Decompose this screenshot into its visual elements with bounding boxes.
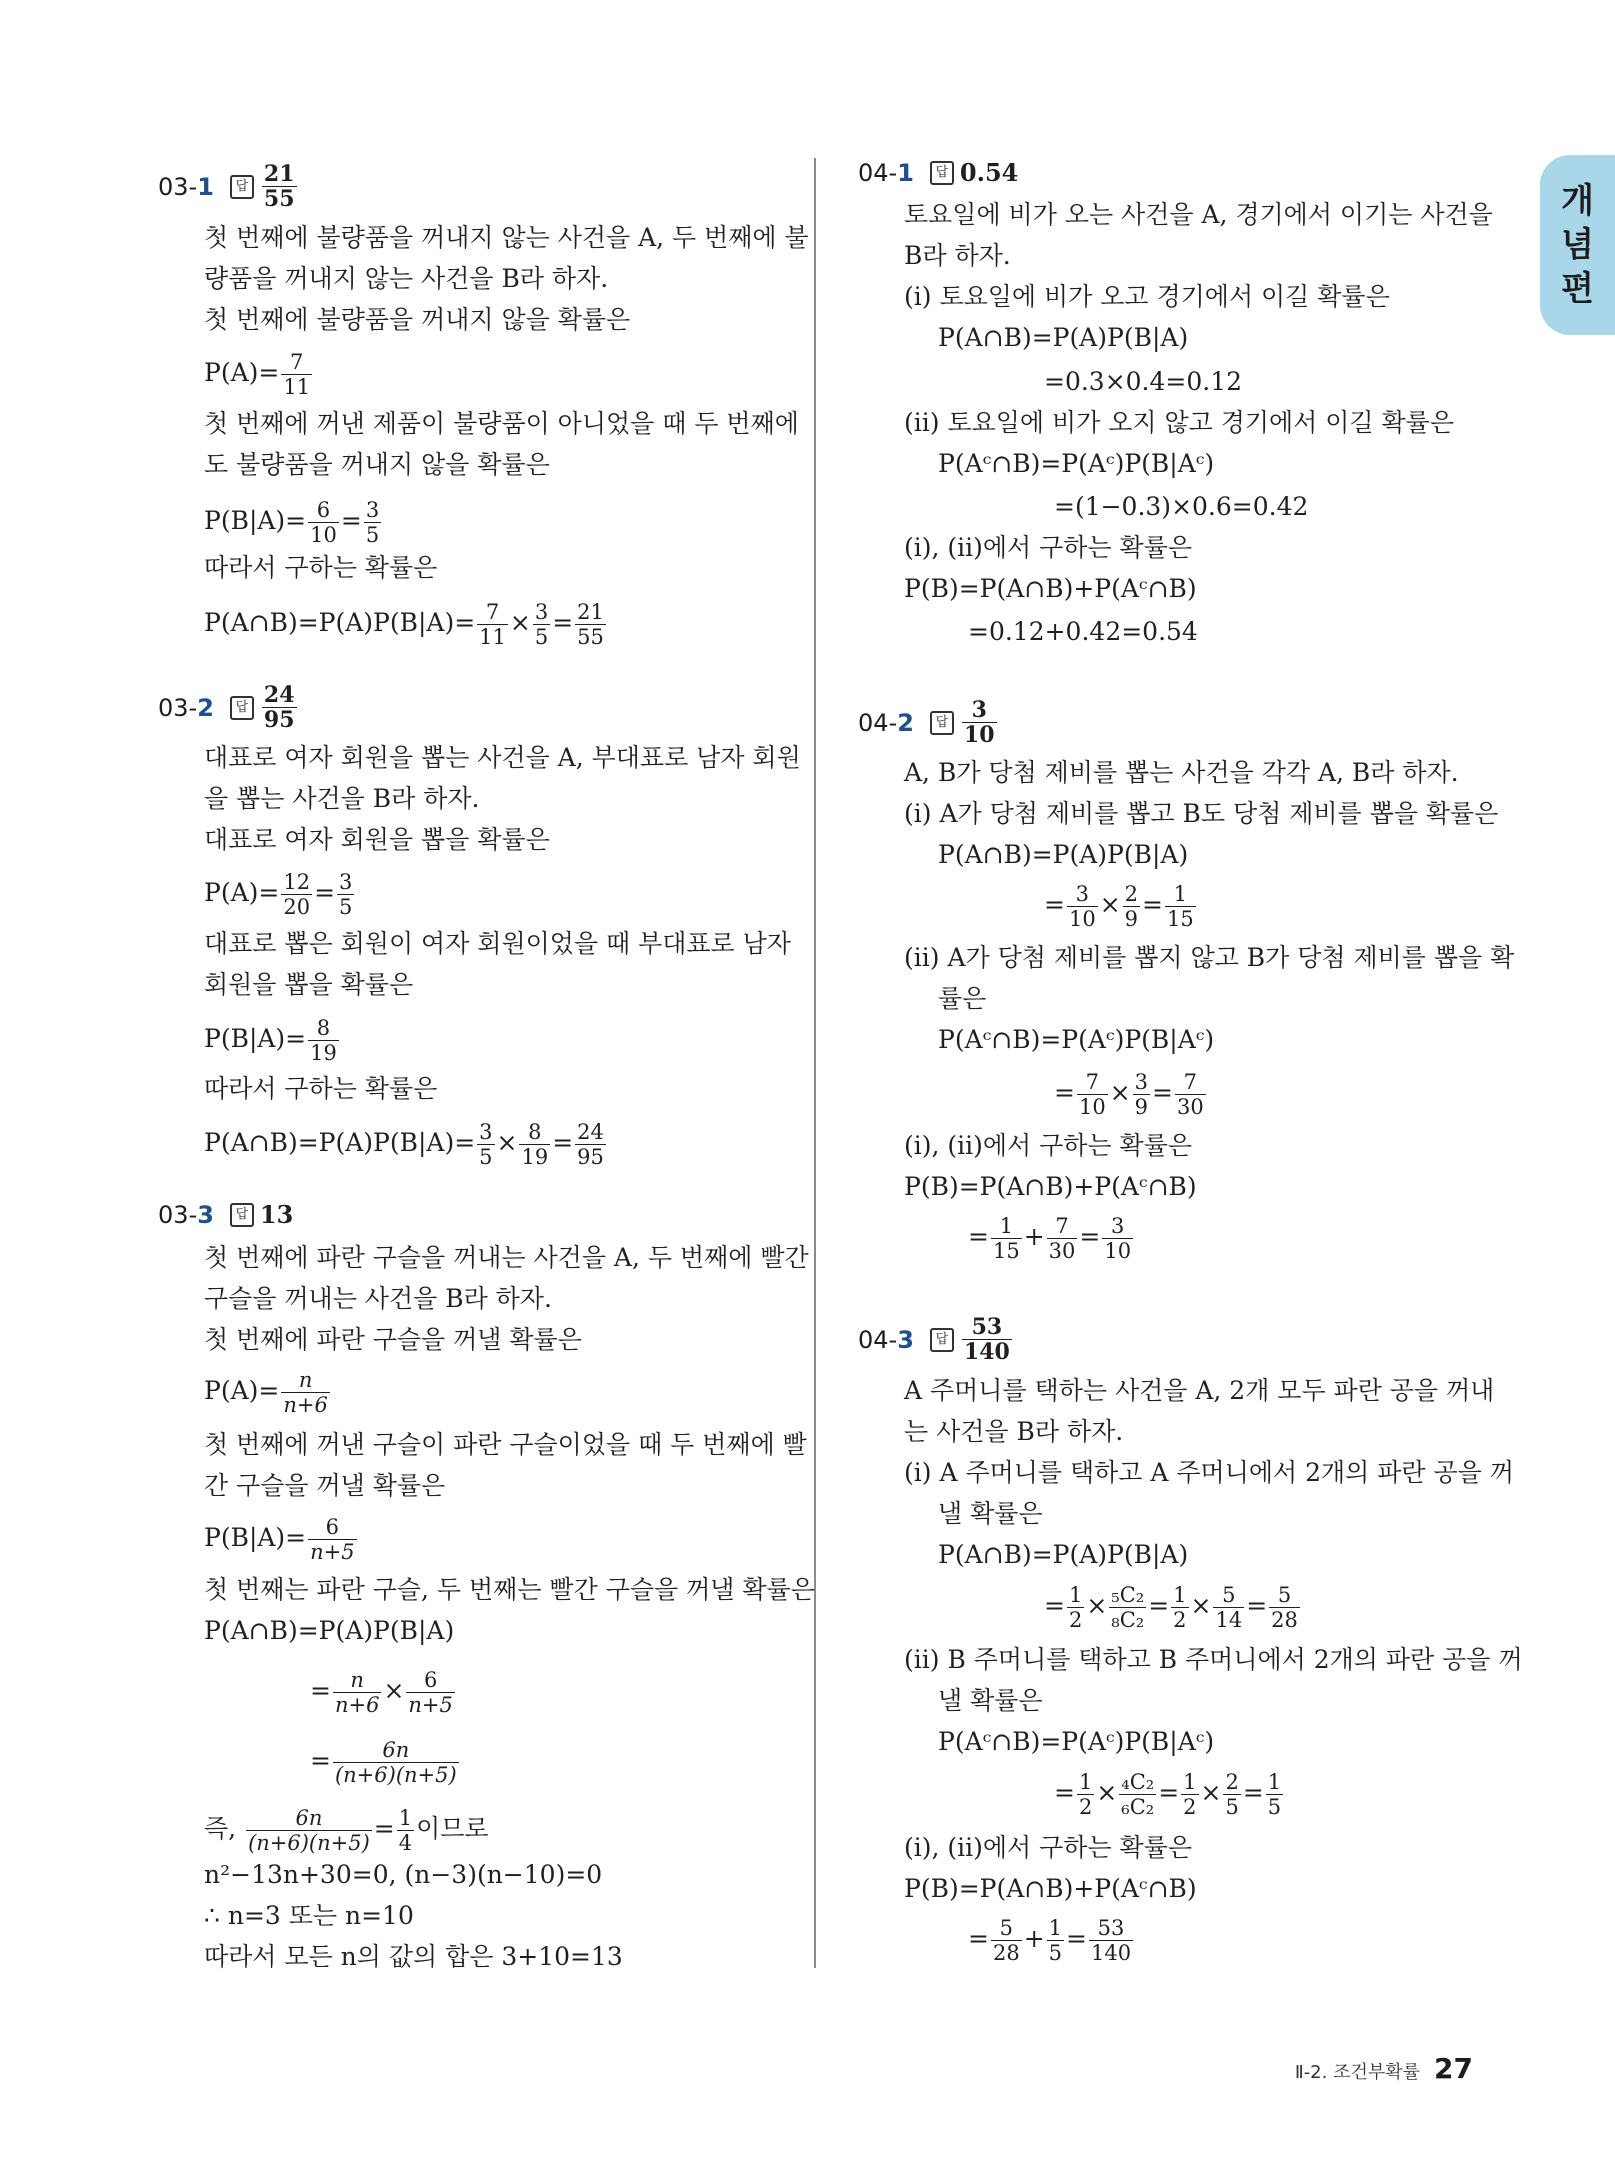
section-tab-char: 개 xyxy=(1561,181,1594,221)
page-footer xyxy=(1295,2052,1473,2085)
section-tab-char: 념 xyxy=(1561,225,1594,265)
equation: P(A∩B)=P(A)P(B|A) xyxy=(938,840,1189,869)
problem-number: 03-3 xyxy=(158,1200,214,1229)
text-line: 도 불량품을 꺼내지 않을 확률은 xyxy=(204,450,550,479)
equation: n²−13n+30=0, (n−3)(n−10)=0 xyxy=(204,1860,603,1889)
text-line: 첫 번째에 파란 구슬을 꺼내는 사건을 A, 두 번째에 빨간 xyxy=(204,1243,809,1272)
section-tab-char: 편 xyxy=(1561,269,1594,309)
equation: P(Aᶜ∩B)=P(Aᶜ)P(B|Aᶜ) xyxy=(938,449,1215,478)
equation: =(1−0.3)×0.6=0.42 xyxy=(1054,492,1309,521)
text-line: (ⅰ) A가 당첨 제비를 뽑고 B도 당첨 제비를 뽑을 확률은 xyxy=(904,799,1499,828)
text-line: (ⅱ) 토요일에 비가 오지 않고 경기에서 이길 확률은 xyxy=(904,408,1454,437)
text-line: 따라서 구하는 확률은 xyxy=(204,1074,438,1103)
text-line: 률은 xyxy=(938,984,987,1013)
text-line: (ⅰ), (ⅱ)에서 구하는 확률은 xyxy=(904,533,1192,562)
section-label: Ⅱ-2. 조건부확률 xyxy=(1294,2062,1421,2083)
problem-header-03-2 xyxy=(158,683,299,732)
text-line: 낼 확률은 xyxy=(938,1499,1043,1528)
section-tab xyxy=(1540,155,1615,335)
equation: P(A∩B)=P(A)P(B|A)= $\frac{7}{11}$ × $\frac{3}{5}$ = $\frac{21}{55}$ xyxy=(204,600,604,649)
text-line: A, B가 당첨 제비를 뽑는 사건을 각각 A, B라 하자. xyxy=(904,758,1459,787)
equation: P(Aᶜ∩B)=P(Aᶜ)P(B|Aᶜ) xyxy=(938,1025,1215,1054)
text-line: 대표로 여자 회원을 뽑는 사건을 A, 부대표로 남자 회원 xyxy=(204,743,801,772)
equation: P(A)= $\frac{7}{11}$ xyxy=(204,350,311,399)
equation: P(A∩B)=P(A)P(B|A) xyxy=(204,1616,455,1645)
answer-fraction: $\frac{53}{140}$ xyxy=(963,1314,1010,1365)
text-line: 대표로 여자 회원을 뽑을 확률은 xyxy=(204,825,550,854)
answer-icon: 답 xyxy=(230,1203,254,1227)
equation: = $\frac{n}{n+6}$ × $\frac{6}{n+5}$ xyxy=(310,1668,453,1717)
text-line: 을 뽑는 사건을 B라 하자. xyxy=(204,784,480,813)
text-line: 회원을 뽑을 확률은 xyxy=(204,970,414,999)
equation: = $\frac{7}{10}$ × $\frac{3}{9}$ = $\frac{7}{30}$ xyxy=(1054,1070,1204,1119)
problem-header-04-2 xyxy=(858,698,999,747)
problem-header-03-1 xyxy=(158,162,299,211)
answer-icon: 답 xyxy=(930,711,954,735)
answer-icon: 답 xyxy=(230,696,254,720)
text-line: (ⅰ), (ⅱ)에서 구하는 확률은 xyxy=(904,1833,1192,1862)
text-line: 첫 번째에 불량품을 꺼내지 않는 사건을 A, 두 번째에 불 xyxy=(204,223,809,252)
text-line: (ⅱ) A가 당첨 제비를 뽑지 않고 B가 당첨 제비를 뽑을 확 xyxy=(904,943,1515,972)
text-line: 낼 확률은 xyxy=(938,1686,1043,1715)
text-line: 대표로 뽑은 회원이 여자 회원이었을 때 부대표로 남자 xyxy=(204,929,791,958)
text-line: 는 사건을 B라 하자. xyxy=(904,1417,1124,1446)
answer-icon: 답 xyxy=(230,175,254,199)
equation: = $\frac{6n}{(n+6)(n+5)}$ xyxy=(310,1738,457,1787)
text-line: (ⅱ) B 주머니를 택하고 B 주머니에서 2개의 파란 공을 꺼 xyxy=(904,1645,1523,1674)
answer-value: 0.54 xyxy=(959,158,1019,187)
text-line: 따라서 구하는 확률은 xyxy=(204,553,438,582)
text-line: 첫 번째에 불량품을 꺼내지 않을 확률은 xyxy=(204,305,631,334)
answer-fraction: $\frac{24}{95}$ xyxy=(263,682,295,733)
text-line: 첫 번째에 꺼낸 구슬이 파란 구슬이었을 때 두 번째에 빨 xyxy=(204,1430,807,1459)
problem-number: 04-2 xyxy=(858,708,914,737)
text-line: 첫 번째에 파란 구슬을 꺼낼 확률은 xyxy=(204,1325,582,1354)
equation: ∴ n=3 또는 n=10 xyxy=(204,1901,414,1930)
answer-fraction: $\frac{21}{55}$ xyxy=(263,161,295,212)
problem-number: 03-1 xyxy=(158,172,214,201)
column-divider xyxy=(814,158,816,1968)
answer-value: 13 xyxy=(259,1200,294,1229)
equation: P(B|A)= $\frac{8}{19}$ xyxy=(204,1016,337,1065)
problem-number: 04-1 xyxy=(858,158,914,187)
equation: =0.12+0.42=0.54 xyxy=(968,617,1198,646)
equation: = $\frac{1}{15}$ + $\frac{7}{30}$ = $\frac{3}{10}$ xyxy=(968,1214,1132,1263)
text-line: 토요일에 비가 오는 사건을 A, 경기에서 이기는 사건을 xyxy=(904,200,1493,229)
text-line: 첫 번째에 꺼낸 제품이 불량품이 아니었을 때 두 번째에 xyxy=(204,409,799,438)
equation: = $\frac{5}{28}$ + $\frac{1}{5}$ = $\frac{53}{140}$ xyxy=(968,1916,1132,1965)
equation: P(B|A)= $\frac{6}{10}$ = $\frac{3}{5}$ xyxy=(204,498,380,547)
equation: = $\frac{1}{2}$ × $\frac{\text{₄C₂}}{\text{₆C₂}}$ = $\frac{1}{2}$ × $\frac{2}{5}$ = $\frac{1}{5}$ xyxy=(1054,1770,1282,1819)
text-line: (ⅰ), (ⅱ)에서 구하는 확률은 xyxy=(904,1131,1192,1160)
equation: P(B)=P(A∩B)+P(Aᶜ∩B) xyxy=(904,1874,1197,1903)
equation: P(A∩B)=P(A)P(B|A) xyxy=(938,1540,1189,1569)
text-line: 구슬을 꺼내는 사건을 B라 하자. xyxy=(204,1284,552,1313)
equation: P(B)=P(A∩B)+P(Aᶜ∩B) xyxy=(904,1172,1197,1201)
equation: = $\frac{3}{10}$ × $\frac{2}{9}$ = $\frac{1}{15}$ xyxy=(1044,882,1194,931)
text-line: 따라서 모든 n의 값의 합은 3+10=13 xyxy=(204,1942,623,1971)
answer-icon: 답 xyxy=(930,1328,954,1352)
equation: P(A)= $\frac{12}{20}$ = $\frac{3}{5}$ xyxy=(204,870,353,919)
equation: =0.3×0.4=0.12 xyxy=(1044,367,1243,396)
equation: = $\frac{1}{2}$ × $\frac{\text{₅C₂}}{\text{₈C₂}}$ = $\frac{1}{2}$ × $\frac{5}{14}$ = $\frac{5}{28}$ xyxy=(1044,1583,1298,1632)
page-number: 27 xyxy=(1434,2052,1473,2085)
equation: P(A∩B)=P(A)P(B|A)= $\frac{3}{5}$ × $\frac{8}{19}$ = $\frac{24}{95}$ xyxy=(204,1120,604,1169)
problem-number: 03-2 xyxy=(158,693,214,722)
text-line: 량품을 꺼내지 않는 사건을 B라 하자. xyxy=(204,264,609,293)
equation: P(Aᶜ∩B)=P(Aᶜ)P(B|Aᶜ) xyxy=(938,1727,1215,1756)
text-line: 첫 번째는 파란 구슬, 두 번째는 빨간 구슬을 꺼낼 확률은 xyxy=(204,1575,815,1604)
equation: P(B|A)= $\frac{6}{n+5}$ xyxy=(204,1515,355,1564)
problem-header-03-3 xyxy=(158,1200,293,1229)
text-line: 간 구슬을 꺼낼 확률은 xyxy=(204,1471,446,1500)
equation: P(B)=P(A∩B)+P(Aᶜ∩B) xyxy=(904,574,1197,603)
text-line: A 주머니를 택하는 사건을 A, 2개 모두 파란 공을 꺼내 xyxy=(904,1376,1495,1405)
problem-number: 04-3 xyxy=(858,1325,914,1354)
equation: 즉, $\frac{6n}{(n+6)(n+5)}$ = $\frac{1}{4}$ 이므로 xyxy=(204,1806,489,1855)
answer-icon: 답 xyxy=(930,161,954,185)
text-line: B라 하자. xyxy=(904,241,1011,270)
text-line: (ⅰ) 토요일에 비가 오고 경기에서 이길 확률은 xyxy=(904,282,1390,311)
problem-header-04-3 xyxy=(858,1315,1014,1364)
answer-fraction: $\frac{3}{10}$ xyxy=(963,697,995,748)
equation: P(A∩B)=P(A)P(B|A) xyxy=(938,323,1189,352)
text-line: (ⅰ) A 주머니를 택하고 A 주머니에서 2개의 파란 공을 꺼 xyxy=(904,1458,1514,1487)
problem-header-04-1 xyxy=(858,158,1018,187)
equation: P(A)= $\frac{n}{n+6}$ xyxy=(204,1368,328,1417)
